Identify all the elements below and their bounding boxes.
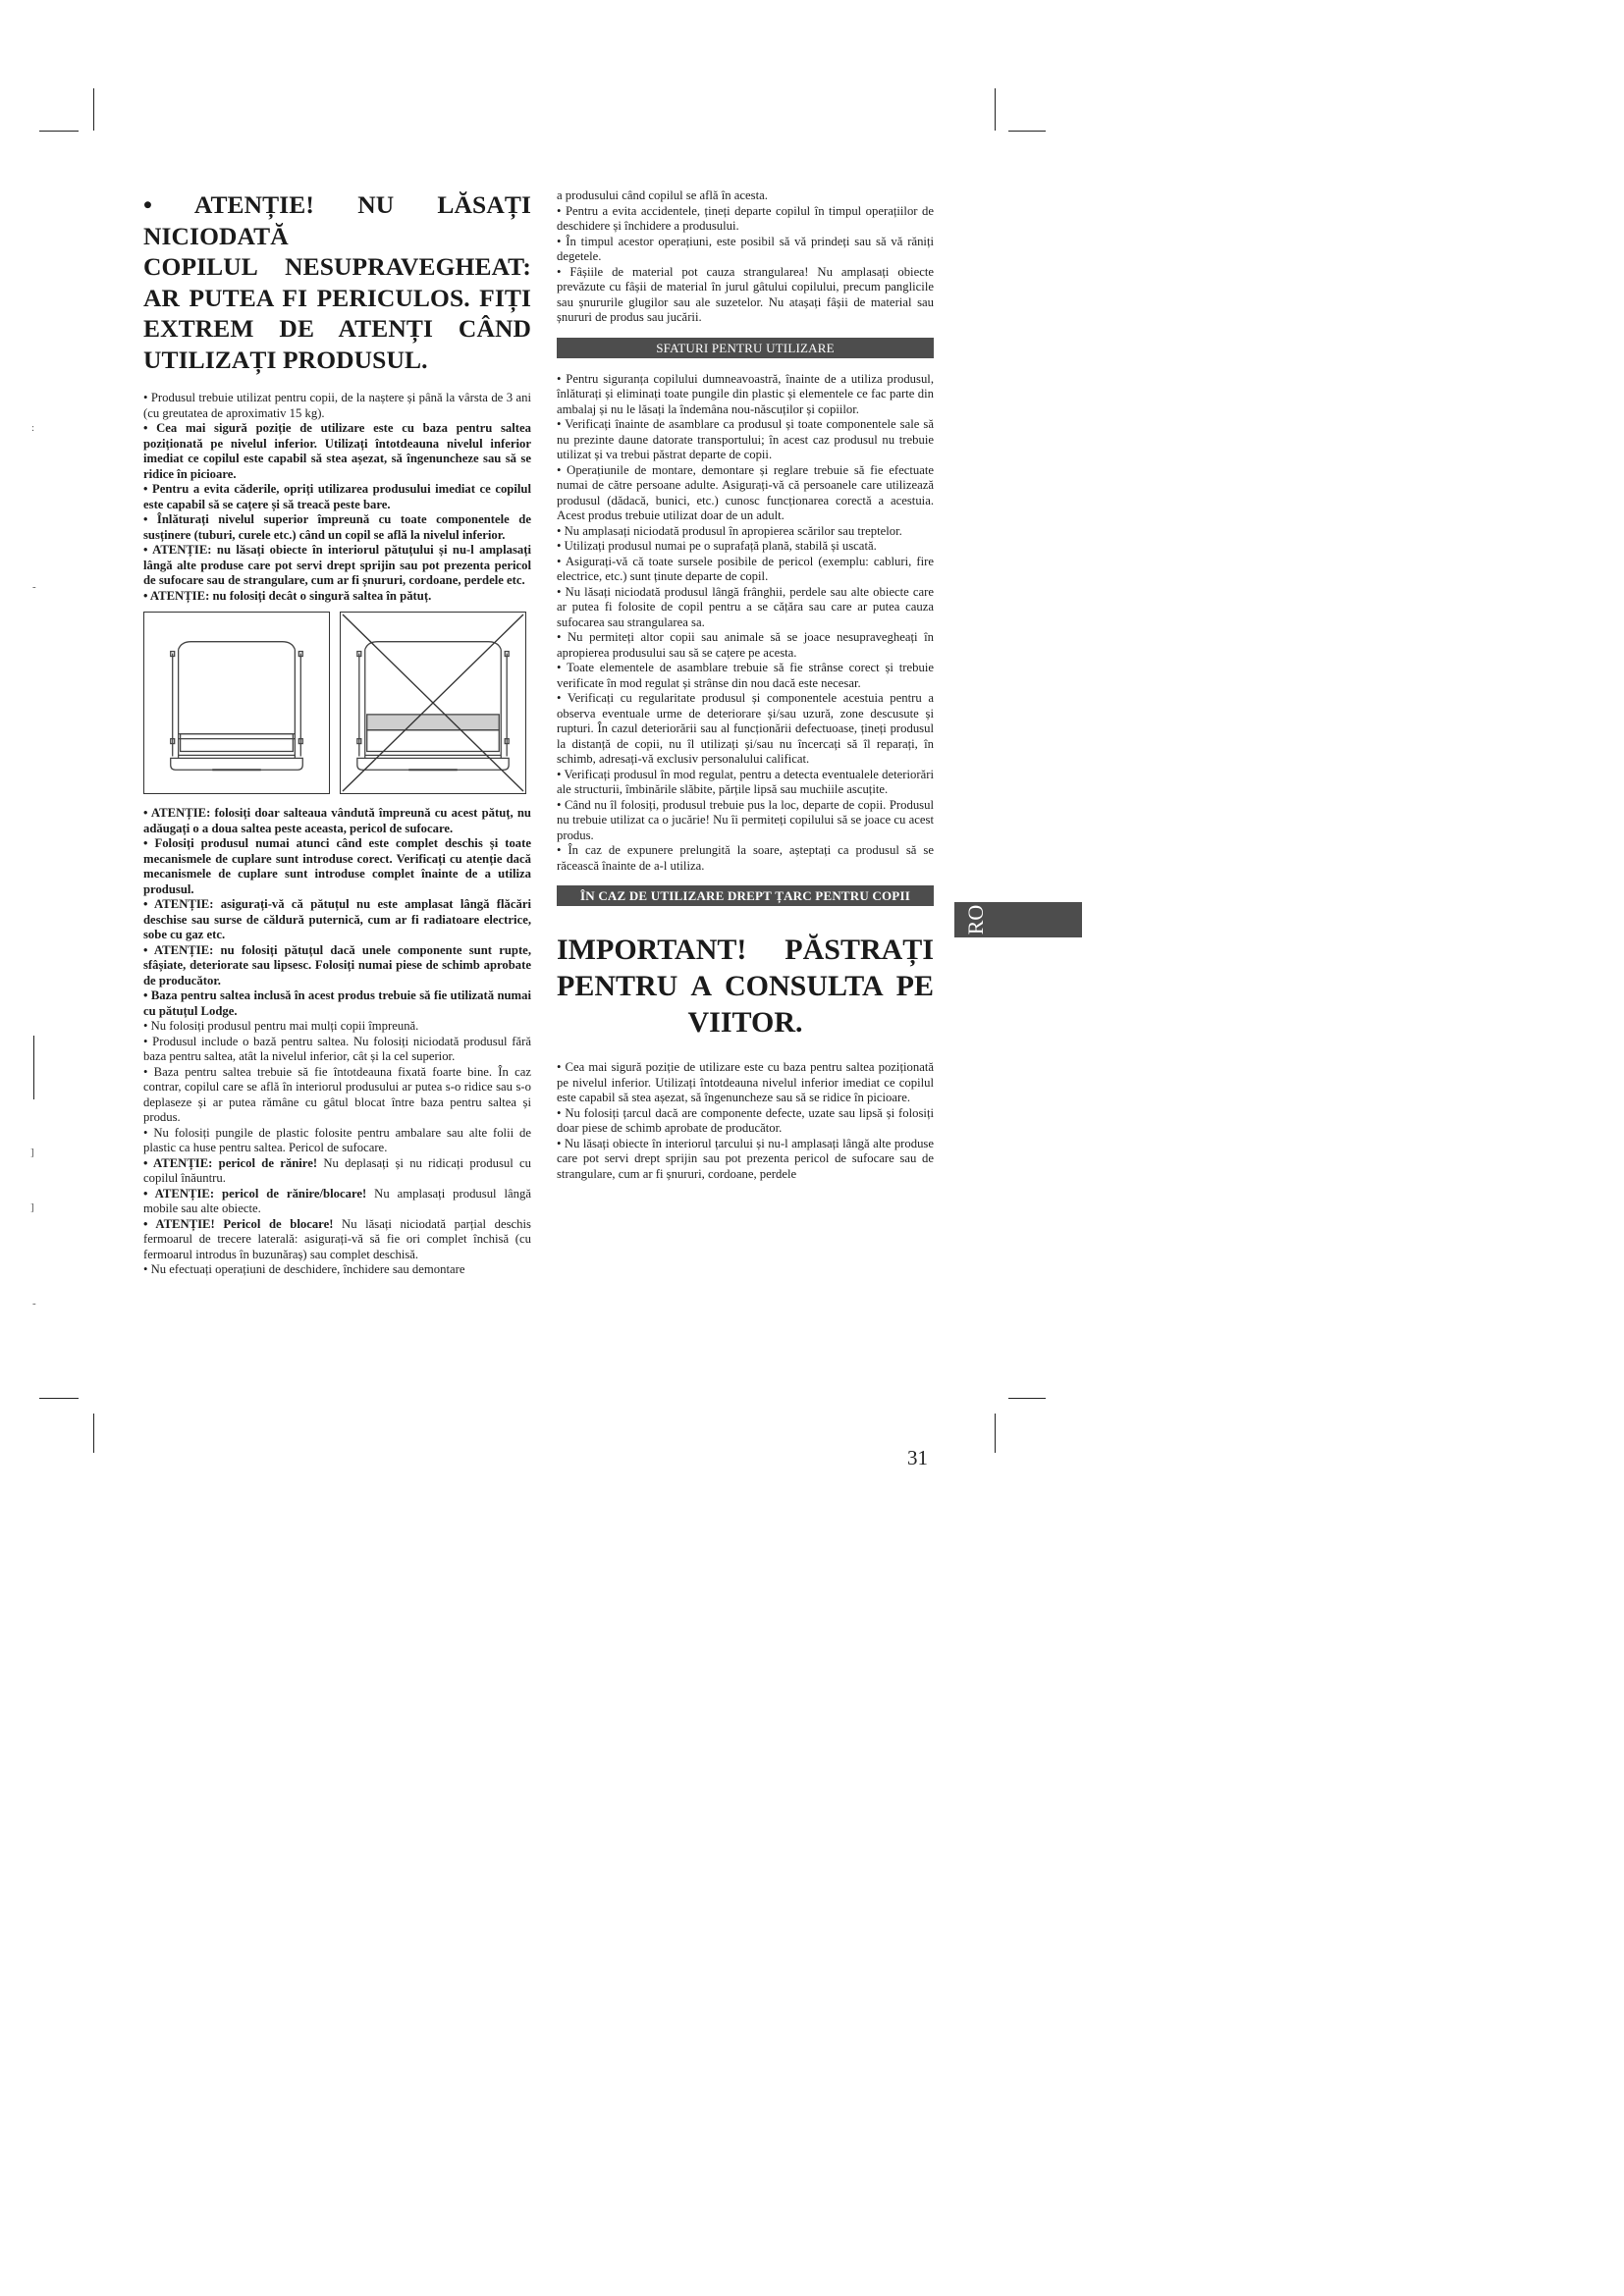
paragraph: • Pentru siguranța copilului dumneavoastră, înainte de a utiliza produsul, înlăturați și eliminați toate pungile din plastic și elementele ce fac parte din ambalaj și nu le lăsați la îndemâna nou-născuților și copiilor.: [557, 371, 934, 416]
paragraph: • Toate elementele de asamblare trebuie să fie strânse corect și trebuie verificate în mod regulat și strânse din nou dacă este necesar.: [557, 661, 934, 690]
paragraph: • Operațiunile de montare, demontare și reglare trebuie să fie efectuate numai de către persoane adulte. Asigurați-vă că persoanele care utilizează produsul (dădacă, bunici, etc.) cunosc funcționarea corectă a acestuia. Acest produs trebuie utilizat doar de un adult.: [557, 462, 934, 522]
paragraph: • ATENȚIE: nu lăsați obiecte în interiorul pătuțului și nu-l amplasați lângă alte produse care pot servi drept sprijin sau pot prezenta pericol de sufocare sau de strangulare, cum ar fi șnururi, cordoane, perdele etc.: [143, 543, 531, 587]
important-heading: [557, 932, 934, 1041]
paragraph: [143, 1187, 531, 1217]
paragraph: • Nu folosiți produsul pentru mai mulți copii împreună.: [143, 1019, 419, 1033]
paragraph: • Cea mai sigură poziție de utilizare este cu baza pentru saltea poziționată pe nivelul inferior. Utilizați întotdeauna nivelul inferior imediat ce copilul este capabil să stea așezat, să îngenuncheze sau să se ridice în picioare.: [143, 421, 531, 481]
paragraph: • Fâșiile de material pot cauza strangularea! Nu amplasați obiecte prevăzute cu fâșii de material în jurul gâtului copilului, precum panglicile sau șnururile glugilor sau ale suzetelor. Nu atașați fâșii de material sau șnururi de produs sau jucării.: [557, 264, 934, 324]
paragraph: [143, 1217, 531, 1263]
paragraph: • Nu amplasați niciodată produsul în apropierea scărilor sau treptelor.: [557, 523, 902, 538]
paragraph: • Verificați produsul în mod regulat, pentru a detecta eventualele deteriorări ale structurii, îmbinările slăbite, părțile lipsă sau muchiile ascuțite.: [557, 767, 934, 796]
manual-page: [0, 0, 1082, 1529]
paragraph-lead: • ATENȚIE: pericol de rănire!: [143, 1155, 318, 1170]
crop-mark: [39, 1398, 79, 1399]
crop-mark: [93, 1414, 94, 1453]
paragraph: • Baza pentru saltea trebuie să fie întotdeauna fixată foarte bine. În caz contrar, copilul care se află în interiorul produsului ar putea s-o ridice sau s-o deplaseze și ar putea rămâne cu gâtul blocat între baza pentru saltea și produs.: [143, 1064, 531, 1124]
warning-heading: [143, 189, 531, 375]
paragraph: • Când nu îl folosiți, produsul trebuie pus la loc, departe de copii. Produsul nu trebuie utilizat ca o jucărie! Nu îi permiteți copilului să se joace cu acest produs.: [557, 797, 934, 842]
paragraph: • ATENȚIE: nu folosiți pătuțul dacă unele componente sunt rupte, sfâșiate, deteriorate sau lipsesc. Folosiți numai piese de schimb aprobate de producător.: [143, 942, 531, 988]
paragraph: • Produsul trebuie utilizat pentru copii, de la naștere și până la vârsta de 3 ani (cu greutatea de aproximativ 15 kg).: [143, 391, 531, 420]
warning-heading-line: • ATENȚIE! NU LĂSAȚI NICIODATĂ: [143, 190, 531, 250]
paragraph: a produsului când copilul se află în acesta.: [557, 188, 768, 202]
paragraph: [143, 1156, 531, 1187]
paragraph: • Baza pentru saltea inclusă în acest produs trebuie să fie utilizată numai cu pătuțul Lodge.: [143, 988, 531, 1018]
paragraph: • Verificați cu regularitate produsul și componentele acestuia pentru a observa eventuale urme de deteriorare și/sau uzură, zone descusute și rupturi. În cazul deteriorării sau al funcționării defectuoase, țineți produsul la distanță de copii, nu îl utilizați și/sau nu încercați să îl reparați, în schimb, adresați-vă exclusiv personalului calificat.: [557, 691, 934, 766]
paragraph: • Pentru a evita căderile, opriți utilizarea produsului imediat ce copilul este capabil să se cațere și să treacă peste bare.: [143, 482, 531, 511]
paragraph: • Folosiți produsul numai atunci când este complet deschis și toate mecanismele de cuplare sunt introduse corect. Verificați cu atenție dacă mecanismele de cuplare sunt introduse complet înainte de a utiliza produsul.: [143, 836, 531, 896]
paragraph: • Înlăturați nivelul superior împreună cu toate componentele de susținere (tuburi, curele etc.) când un copil se află la nivelul inferior.: [143, 512, 531, 542]
paragraph: • Nu permiteți altor copii sau animale să se joace nesupravegheați în apropierea produsului sau să se cațere pe acesta.: [557, 630, 934, 660]
paragraph-lead: • ATENȚIE: pericol de rănire/blocare!: [143, 1186, 367, 1201]
paragraph: • ATENȚIE: nu folosiți decât o singură saltea în pătuț.: [143, 588, 432, 603]
margin-mark: -: [32, 581, 36, 593]
crop-mark: [995, 1414, 996, 1453]
section-bar-playpen: ÎN CAZ DE UTILIZARE DREPT ȚARC PENTRU COPII: [557, 885, 934, 906]
paragraph: • În caz de expunere prelungită la soare, așteptați ca produsul să se răcească înainte de a-l utiliza.: [557, 843, 934, 873]
margin-rule: [33, 1036, 34, 1099]
warning-heading-line: EXTREM DE ATENȚI CÂND: [143, 314, 531, 343]
paragraph-text: Nu lăsați niciodată parțial deschis fermoarul de trecere laterală: asigurați-vă să fie ori complet închisă (cu fermoarul introdus în buzunăraș) sau complet deschisă.: [143, 1216, 531, 1261]
margin-mark: :: [31, 422, 35, 434]
warning-heading-line: AR PUTEA FI PERICULOS. FIȚI: [143, 283, 531, 312]
paragraph-text: Nu deplasați și nu ridicați produsul cu copilul înăuntru.: [143, 1155, 531, 1185]
important-heading-line: VIITOR.: [687, 1006, 803, 1039]
page-number: 31: [907, 1446, 928, 1469]
paragraph: • ATENȚIE: folosiți doar salteaua vândută împreună cu acest pătuț, nu adăugați o a doua saltea peste aceasta, pericol de sufocare.: [143, 806, 531, 835]
paragraph: • Cea mai sigură poziție de utilizare este cu baza pentru saltea poziționată pe nivelul inferior. Utilizați întotdeauna nivelul inferior imediat ce copilul este capabil să stea așezat, să îngenuncheze sau să se ridice în picioare.: [557, 1060, 934, 1104]
crop-mark: [39, 131, 79, 132]
warning-heading-line: UTILIZAȚI PRODUSUL.: [143, 345, 428, 374]
crop-mark: [995, 88, 996, 131]
paragraph: • Nu efectuați operațiuni de deschidere, închidere sau demontare: [143, 1262, 465, 1276]
important-heading-line: IMPORTANT! PĂSTRAȚI: [557, 934, 934, 966]
paragraph: • Pentru a evita accidentele, țineți departe copilul în timpul operațiilor de deschidere și închidere a produsului.: [557, 203, 934, 233]
language-tab: [954, 902, 1082, 937]
paragraph: • În timpul acestor operațiuni, este posibil să vă prindeți sau să vă răniți degetele.: [557, 234, 934, 263]
paragraph: • Produsul include o bază pentru saltea. Nu folosiți niciodată produsul fără baza pentru saltea, atât la nivelul inferior, cât și la cel superior.: [143, 1034, 531, 1063]
paragraph: • ATENȚIE: asigurați-vă că pătuțul nu este amplasat lângă flăcări deschise sau surse de căldură puternică, cum ar fi radiatoare electrice, sobe cu gaz etc.: [143, 897, 531, 941]
crop-mark: [1008, 131, 1046, 132]
section-bar-usage-tips: SFATURI PENTRU UTILIZARE: [557, 338, 934, 358]
important-heading-line: PENTRU A CONSULTA PE: [557, 970, 934, 1002]
margin-mark: ]: [30, 1201, 34, 1213]
paragraph-text: Nu amplasați produsul lângă mobile sau alte obiecte.: [143, 1186, 531, 1215]
paragraph: • Utilizați produsul numai pe o suprafață plană, stabilă și uscată.: [557, 539, 877, 553]
crib-incorrect-figure: [340, 612, 526, 794]
margin-mark: ]: [30, 1147, 34, 1158]
language-tab-label: RO: [963, 904, 988, 935]
left-column: [143, 189, 531, 1278]
paragraph: • Nu lăsați niciodată produsul lângă frânghii, perdele sau alte obiecte care ar putea fi folosite de copil pentru a se cățăra sau care ar putea cauza sufocarea sau strangularea sa.: [557, 584, 934, 629]
paragraph: • Verificați înainte de asamblare ca produsul și toate componentele sale să nu prezinte daune datorate transportului; în acest caz produsul nu trebuie utilizat și va trebui păstrat departe de copii.: [557, 417, 934, 461]
crop-mark: [1008, 1398, 1046, 1399]
warning-heading-line: COPILUL NESUPRAVEGHEAT:: [143, 252, 531, 281]
crib-correct-figure: [143, 612, 330, 794]
paragraph: • Nu lăsați obiecte în interiorul țarcului și nu-l amplasați lângă alte produse care pot servi drept sprijin sau pot prezenta pericol de sufocare sau de strangulare, cum ar fi șnururi, cordoane, perdele: [557, 1136, 934, 1181]
crib-figures: [143, 612, 531, 794]
paragraph: • Asigurați-vă că toate sursele posibile de pericol (exemplu: cabluri, fire electrice, etc.) sunt ținute departe de copil.: [557, 554, 934, 583]
right-column: [557, 188, 934, 1182]
margin-mark: -: [32, 1298, 36, 1309]
crop-mark: [93, 88, 94, 131]
paragraph: • Nu folosiți pungile de plastic folosite pentru ambalare sau alte folii de plastic ca huse pentru saltea. Pericol de sufocare.: [143, 1125, 531, 1154]
paragraph-lead: • ATENȚIE! Pericol de blocare!: [143, 1216, 334, 1231]
paragraph: • Nu folosiți țarcul dacă are componente defecte, uzate sau lipsă și folosiți doar piese de schimb aprobate de producător.: [557, 1105, 934, 1135]
